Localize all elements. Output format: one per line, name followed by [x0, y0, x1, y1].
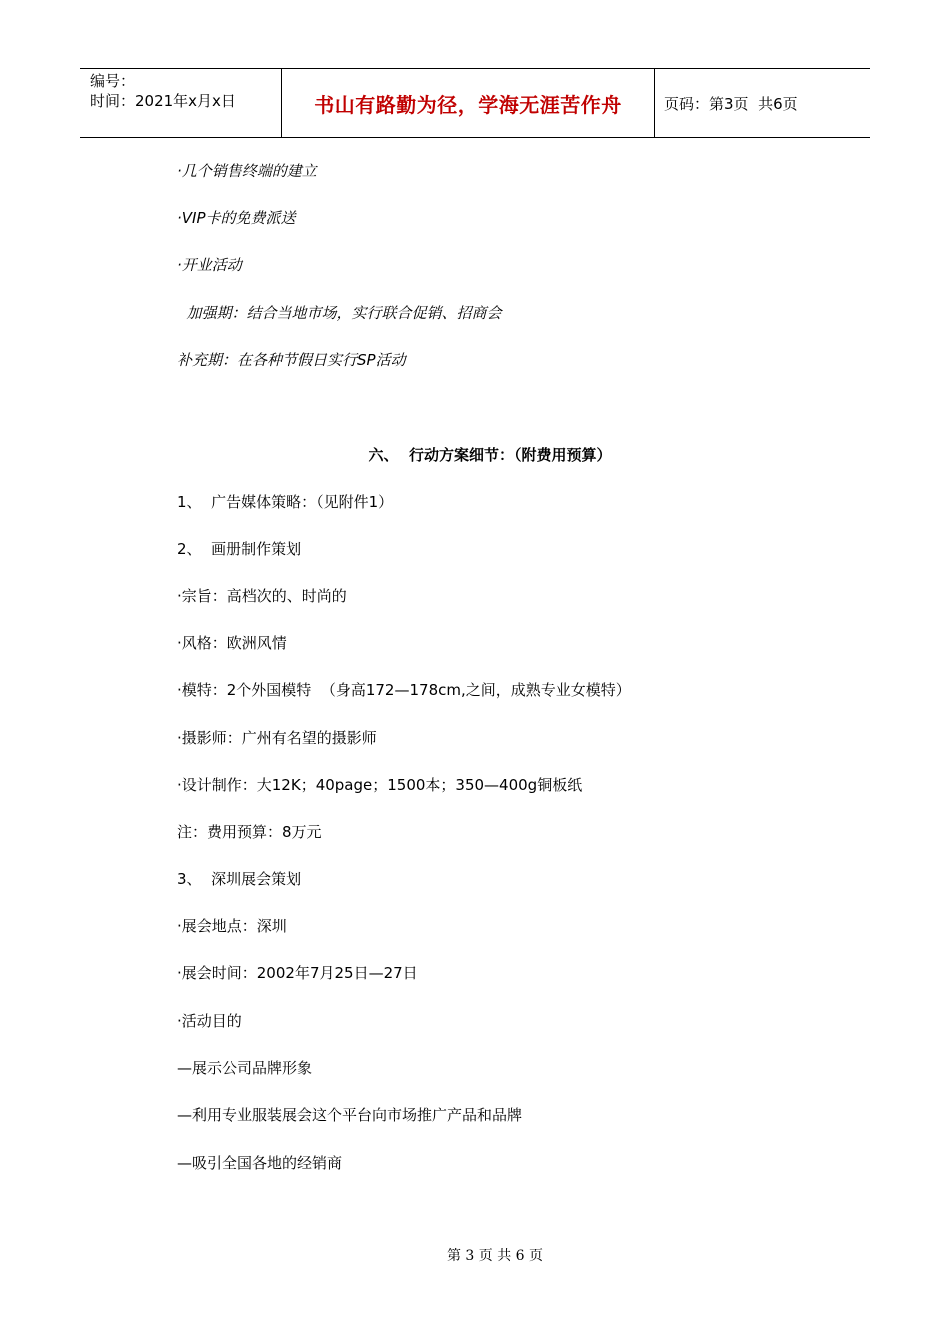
text-line: ·几个销售终端的建立	[177, 162, 317, 180]
text-line: 注：费用预算：8万元	[177, 823, 322, 841]
text-line: ·风格：欧洲风情	[177, 634, 287, 652]
text-line: ·VIP卡的免费派送	[177, 209, 296, 227]
text-line: ·展会时间：2002年7月25日—27日	[177, 964, 418, 982]
section-title: 六、 行动方案细节：（附费用预算）	[368, 446, 612, 464]
text-line: ·模特：2个外国模特 （身高172—178cm,之间，成熟专业女模特）	[177, 681, 631, 699]
header-page-info	[664, 69, 798, 137]
text-line: 加强期：结合当地市场，实行联合促销、招商会	[177, 304, 502, 322]
text-line: 1、 广告媒体策略：（见附件1）	[177, 493, 394, 511]
text-line: —利用专业服装展会这个平台向市场推广产品和品牌	[177, 1106, 523, 1124]
time-label: 时间：2021年x月x日	[90, 92, 236, 110]
text-line: 3、 深圳展会策划	[177, 870, 302, 888]
number-label: 编号：	[90, 72, 136, 90]
text-line: —吸引全国各地的经销商	[177, 1154, 343, 1172]
page-footer: 第 3 页 共 6 页	[446, 1248, 544, 1264]
text-line: ·活动目的	[177, 1012, 242, 1030]
page-header	[80, 68, 870, 138]
text-line: 补充期：在各种节假日实行SP活动	[177, 351, 406, 369]
header-motto: 书山有路勤为径，学海无涯苦作舟	[314, 92, 622, 117]
text-line: ·展会地点：深圳	[177, 917, 287, 935]
text-line: ·摄影师：广州有名望的摄影师	[177, 729, 377, 747]
header-divider-right	[654, 69, 655, 137]
text-line: ·开业活动	[177, 256, 242, 274]
header-meta	[90, 71, 280, 111]
text-line: 2、 画册制作策划	[177, 540, 302, 558]
text-line: —展示公司品牌形象	[177, 1059, 313, 1077]
text-line: ·宗旨：高档次的、时尚的	[177, 587, 347, 605]
page-info-text: 页码：第3页 共6页	[664, 94, 798, 113]
text-line: ·设计制作：大12K；40page；1500本；350—400g铜板纸	[177, 776, 583, 794]
